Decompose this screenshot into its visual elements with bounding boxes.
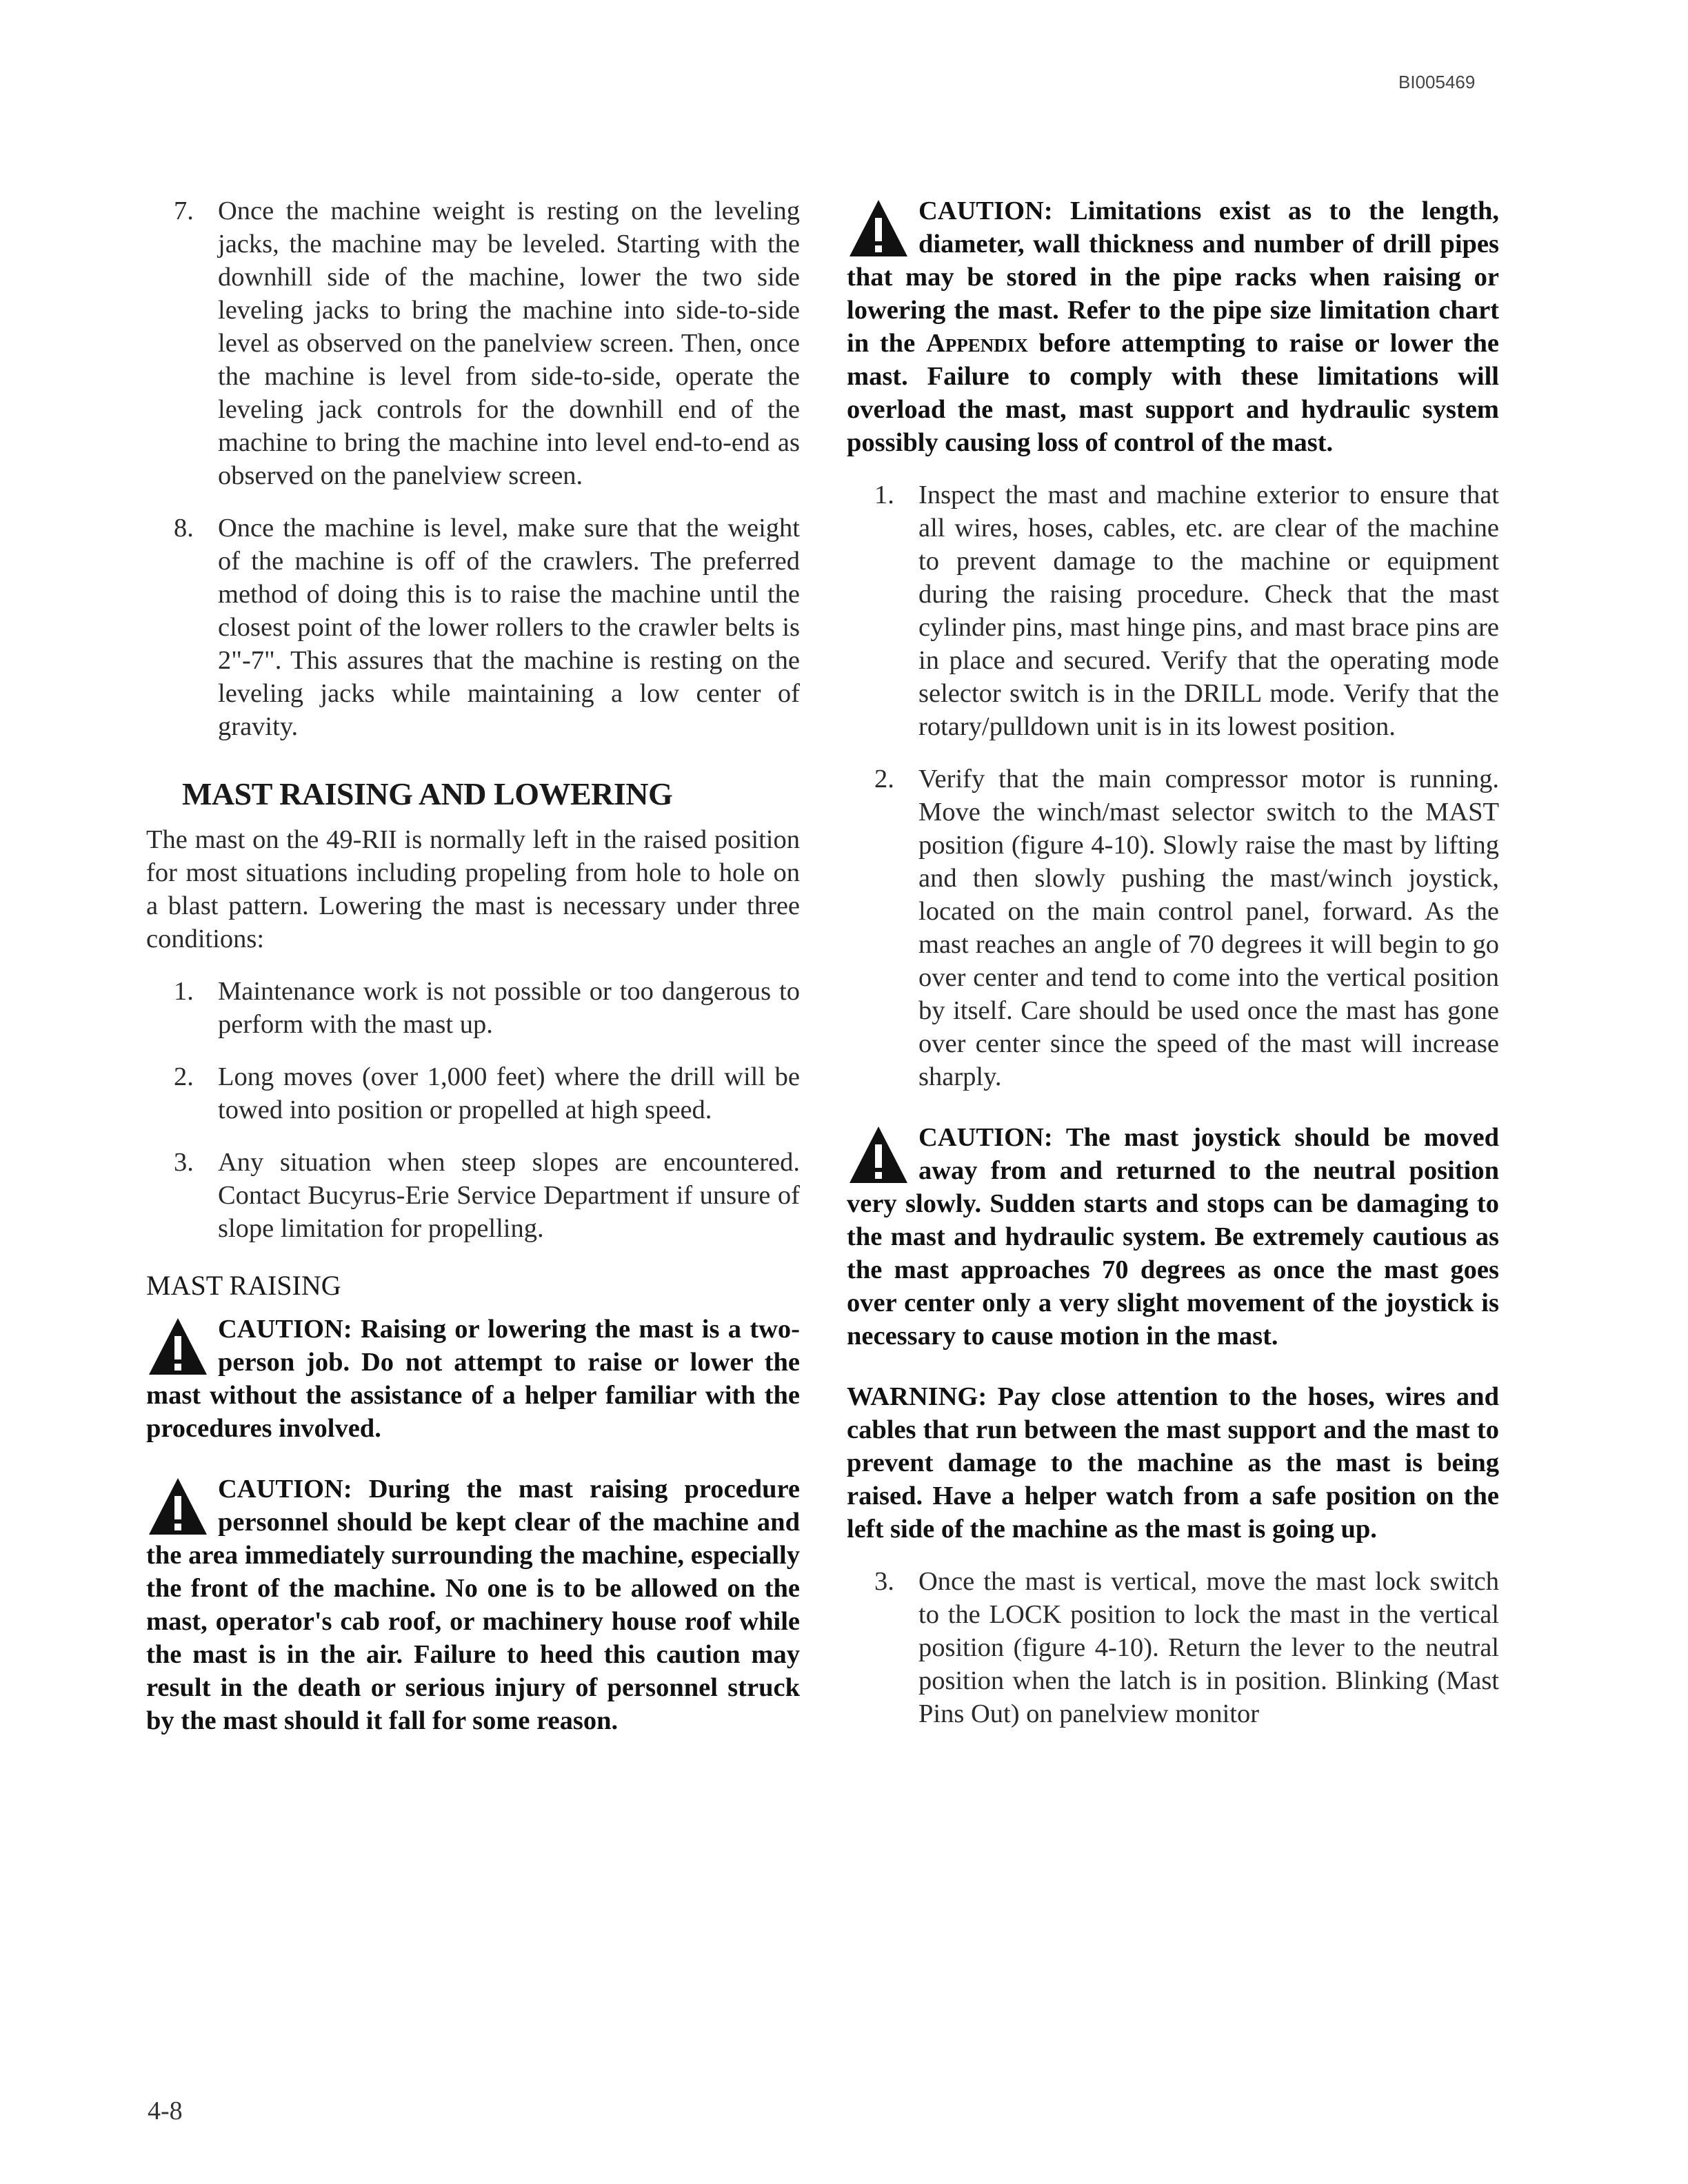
list-number: 2. <box>874 765 894 793</box>
caution-block-personnel-clear <box>146 1473 800 1737</box>
step-3-text: Once the mast is vertical, move the mast lock switch to the LOCK position to lock the mast in the vertical position (figure 4-10). Return the lever to the neutral position when the latch is in position. Blinking (Mast Pins Out) on panelview monitor <box>918 1567 1499 1728</box>
step-2-text: Verify that the main compressor motor is running. Move the winch/mast selector switch to the MAST position (figure 4-10). Slowly raise the mast by lifting and then slowly pushing the mast/winch joystick, located on the main control panel, forward. As the mast reaches an angle of 70 degrees it will begin to go over center and tend to come into the vertical position by itself. Care should be used once the mast has gone over center since the speed of the mast will increase sharply. <box>918 765 1499 1091</box>
caution-text <box>847 194 1499 459</box>
page-number: 4-8 <box>148 2096 183 2125</box>
document-id: BI005469 <box>1398 72 1476 92</box>
list-item-step-7 <box>146 194 800 492</box>
warning-icon <box>146 1315 210 1377</box>
warning-icon <box>847 1124 910 1186</box>
caution-text: CAUTION: The mast joystick should be moved away from and returned to the neutral position very slowly. Sudden starts and stops can be damaging to the mast and hydraulic system. Be extremely cautious as the mast approaches 70 degrees as once the mast goes over center only a very slight movement of the joystick is necessary to cause motion in the mast. <box>847 1123 1499 1351</box>
section-heading: MAST RAISING AND LOWERING <box>182 776 673 811</box>
step-8-text: Once the machine is level, make sure that the weight of the machine is off of the crawlers. The preferred method of doing this is to raise the machine until the closest point of the lower rollers to the crawler belts is 2"-7". This assures that the machine is resting on the leveling jacks while maintaining a low center of gravity. <box>218 514 800 741</box>
caution-block-two-person <box>146 1313 800 1445</box>
list-item-condition-3 <box>146 1146 800 1245</box>
caution-text-part-1: CAUTION: Limitations exist as to the length, diameter, wall thickness and number of drill pipes that may be stored in the pipe racks when raising or lowering the mast. Refer to the pipe size limitation chart in the <box>847 196 1499 358</box>
list-item-step-8 <box>146 512 800 743</box>
warning-icon <box>847 197 910 259</box>
intro-paragraph: The mast on the 49-RII is normally left in the raised position for most situations including propeling from hole to hole on a blast pattern. Lowering the mast is necessary under three conditions: <box>146 825 800 953</box>
step-7-text: Once the machine weight is resting on the leveling jacks, the machine may be leveled. Starting with the downhill side of the machine, lower the two side leveling jacks to bring the machine into side-to-side level as observed on the panelview screen. Then, once the machine is level from side-to-side, operate the leveling jack controls for the downhill end of the machine to bring the machine into level end-to-end as observed on the panelview screen. <box>218 196 800 490</box>
warning-text: WARNING: Pay close attention to the hoses, wires and cables that run between the mast support and the mast to prevent damage to the machine as the mast is being raised. Have a helper watch from a safe position on the left side of the machine as the mast is going up. <box>847 1382 1499 1544</box>
list-number: 2. <box>174 1062 194 1091</box>
caution-block-joystick <box>847 1121 1499 1353</box>
list-number: 8. <box>174 514 194 543</box>
right-column <box>847 194 1499 1730</box>
condition-2-text: Long moves (over 1,000 feet) where the drill will be towed into position or propelled at high speed. <box>218 1062 800 1124</box>
condition-3-text: Any situation when steep slopes are encountered. Contact Bucyrus-Erie Service Department if unsure of slope limitation for propelling. <box>218 1148 800 1243</box>
appendix-reference: Appendix <box>925 329 1028 358</box>
list-number: 1. <box>174 977 194 1006</box>
list-item-condition-1 <box>146 975 800 1041</box>
list-item-step-2 <box>847 762 1499 1093</box>
list-number: 3. <box>174 1148 194 1177</box>
list-item-step-3 <box>847 1565 1499 1730</box>
caution-text: CAUTION: During the mast raising procedure personnel should be kept clear of the machine and the area immediately surrounding the machine, especially the front of the machine. No one is to be allowed on the mast, operator's cab roof, or machinery house roof while the mast is in the air. Failure to heed this caution may result in the death or serious injury of personnel struck by the mast should it fall for some reason. <box>146 1475 800 1735</box>
left-column <box>146 194 800 1737</box>
step-1-text: Inspect the mast and machine exterior to ensure that all wires, hoses, cables, etc. are clear of the machine to prevent damage to the machine or equipment during the raising procedure. Check that the mast cylinder pins, mast hinge pins, and mast brace pins are in place and secured. Verify that the operating mode selector switch is in the DRILL mode. Verify that the rotary/pulldown unit is in its lowest position. <box>918 481 1499 741</box>
list-item-step-1 <box>847 478 1499 743</box>
list-number: 7. <box>174 196 194 225</box>
list-number: 3. <box>874 1567 894 1596</box>
warning-icon <box>146 1475 210 1537</box>
condition-1-text: Maintenance work is not possible or too dangerous to perform with the mast up. <box>218 977 800 1039</box>
caution-text: CAUTION: Raising or lowering the mast is a two-person job. Do not attempt to raise or lower the mast without the assistance of a helper familiar with the procedures involved. <box>146 1315 800 1443</box>
list-item-condition-2 <box>146 1060 800 1126</box>
caution-block-pipe-limits <box>847 194 1499 459</box>
list-number: 1. <box>874 481 894 509</box>
caution-text-part-2: before attempting to raise or lower the mast. Failure to comply with these limitations will overload the mast, mast support and hydraulic system possibly causing loss of control of the mast. <box>847 329 1499 457</box>
subsection-heading: MAST RAISING <box>146 1270 341 1301</box>
